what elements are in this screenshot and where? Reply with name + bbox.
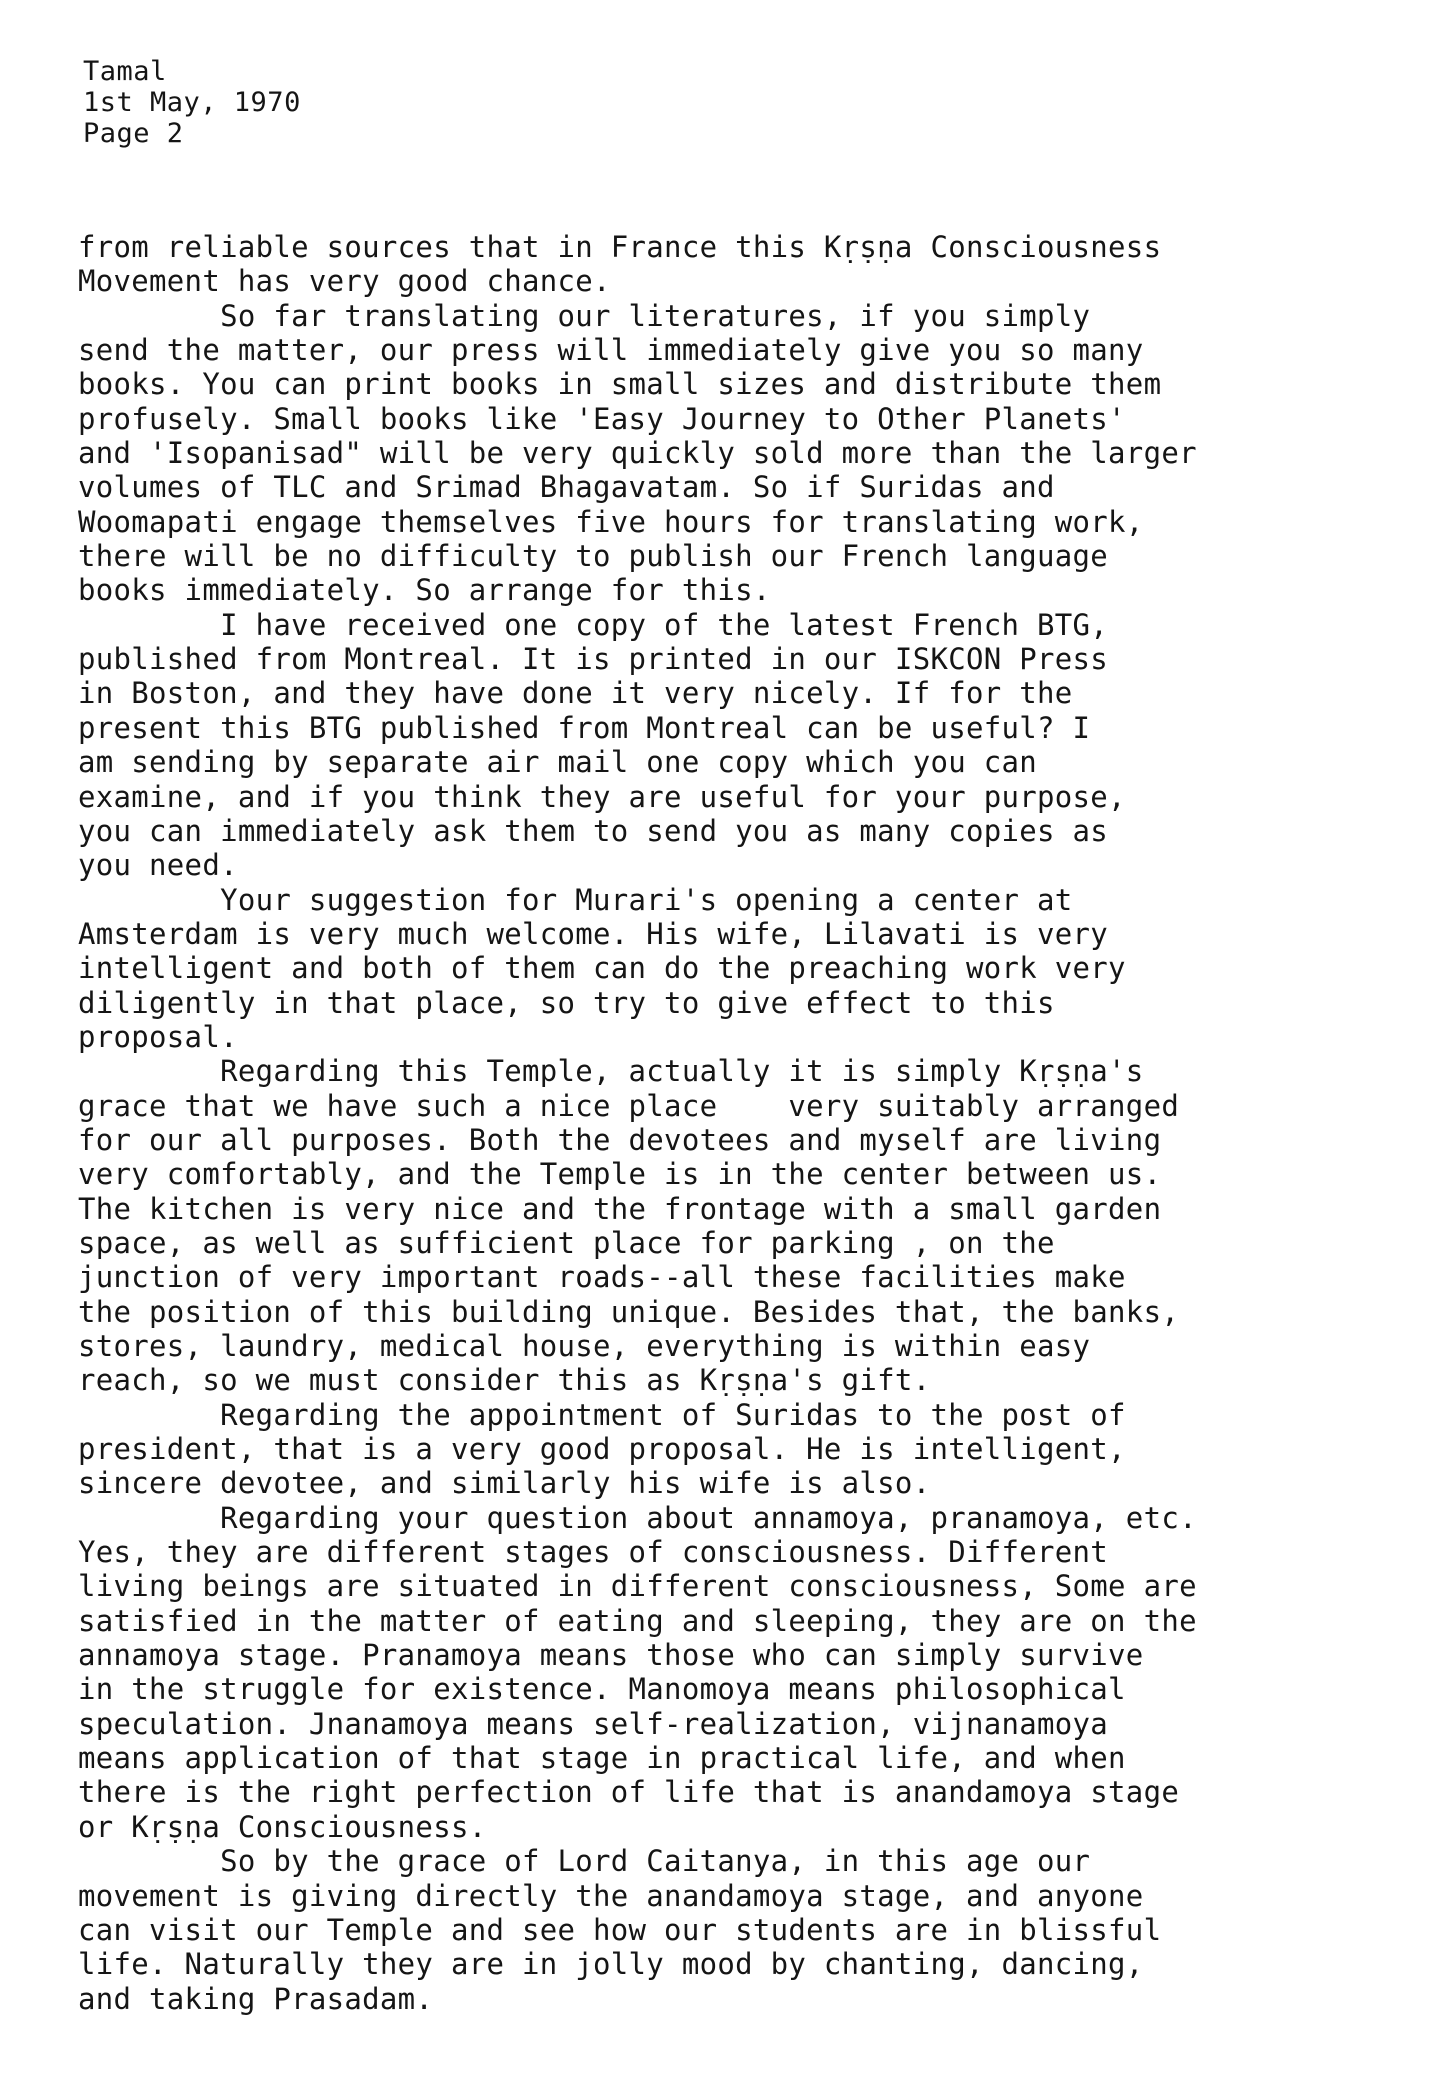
- body-line: space, as well as sufficient place for parking , on the: [78, 1225, 1055, 1260]
- body-line: sincere devotee, and similarly his wife is also.: [78, 1466, 931, 1501]
- body-line: proposal.: [78, 1019, 238, 1054]
- body-line: published from Montreal. It is printed in our ISKCON Press: [78, 642, 1109, 677]
- body-line: there will be no difficulty to publish our French language: [78, 539, 1109, 574]
- body-line: in Boston, and they have done it very nicely. If for the: [78, 676, 1073, 711]
- body-line: life. Naturally they are in jolly mood by chanting, dancing,: [78, 1947, 1144, 1982]
- body-line: can visit our Temple and see how our students are in blissful: [78, 1912, 1162, 1947]
- body-line: books. You can print books in small sizes and distribute them: [78, 367, 1162, 402]
- body-line: very comfortably, and the Temple is in the center between us.: [78, 1157, 1162, 1192]
- body-line: junction of very important roads--all these facilities make: [78, 1260, 1126, 1295]
- body-line: and taking Prasadam.: [78, 1981, 434, 2016]
- body-line: volumes of TLC and Srimad Bhagavatam. So if Suridas and: [78, 470, 1055, 505]
- body-line: send the matter, our press will immediately give you so many: [78, 333, 1144, 368]
- body-line: satisfied in the matter of eating and sleeping, they are on the: [78, 1603, 1197, 1638]
- body-line: the position of this building unique. Besides that, the banks,: [78, 1294, 1180, 1329]
- body-line: movement is giving directly the anandamoya stage, and anyone: [78, 1878, 1144, 1913]
- body-line: diligently in that place, so try to give effect to this: [78, 985, 1055, 1020]
- body-line: Regarding your question about annamoya, pranamoya, etc.: [78, 1500, 1197, 1535]
- body-line: Regarding this Temple, actually it is simply Kṛṣṇa's: [78, 1054, 1144, 1089]
- body-line: Regarding the appointment of Suridas to the post of: [78, 1397, 1126, 1432]
- body-line: there is the right perfection of life that is anandamoya stage: [78, 1775, 1180, 1810]
- body-line: So by the grace of Lord Caitanya, in this age our: [78, 1844, 1091, 1879]
- body-line: annamoya stage. Pranamoya means those who can simply survive: [78, 1638, 1144, 1673]
- letter-body: [78, 230, 1408, 2016]
- body-line: examine, and if you think they are useful for your purpose,: [78, 779, 1126, 814]
- body-line: So far translating our literatures, if you simply: [78, 298, 1091, 333]
- body-line: The kitchen is very nice and the frontage with a small garden: [78, 1191, 1162, 1226]
- body-line: intelligent and both of them can do the preaching work very: [78, 951, 1126, 986]
- body-line: reach, so we must consider this as Kṛṣṇa's gift.: [78, 1363, 931, 1398]
- body-line: or Kṛṣṇa Consciousness.: [78, 1809, 487, 1844]
- body-line: profusely. Small books like 'Easy Journey to Other Planets': [78, 401, 1126, 436]
- body-line: present this BTG published from Montreal can be useful? I: [78, 710, 1091, 745]
- body-line: and 'Isopanisad" will be very quickly sold more than the larger: [78, 436, 1197, 471]
- body-line: books immediately. So arrange for this.: [78, 573, 771, 608]
- body-line: from reliable sources that in France this Kṛṣṇa Consciousness: [78, 230, 1162, 264]
- page-number: Page 2: [83, 118, 184, 149]
- body-line: Your suggestion for Murari's opening a center at: [78, 882, 1073, 917]
- body-line: you can immediately ask them to send you as many copies as: [78, 813, 1109, 848]
- body-line: I have received one copy of the latest French BTG,: [78, 607, 1109, 642]
- body-line: living beings are situated in different consciousness, Some are: [78, 1569, 1197, 1604]
- body-line: for our all purposes. Both the devotees and myself are living: [78, 1122, 1162, 1157]
- body-line: you need.: [78, 848, 238, 883]
- letter-date: 1st May, 1970: [83, 87, 301, 118]
- body-line: Movement has very good chance.: [78, 264, 611, 299]
- body-line: Woomapati engage themselves five hours for translating work,: [78, 504, 1144, 539]
- body-line: Yes, they are different stages of consciousness. Different: [78, 1535, 1109, 1570]
- body-line: in the struggle for existence. Manomoya means philosophical: [78, 1672, 1126, 1707]
- body-line: am sending by separate air mail one copy which you can: [78, 745, 1038, 780]
- letter-header: [83, 56, 301, 149]
- body-line: stores, laundry, medical house, everything is within easy: [78, 1329, 1091, 1363]
- body-line: means application of that stage in practical life, and when: [78, 1741, 1126, 1776]
- addressee: Tamal: [83, 56, 167, 87]
- body-line: grace that we have such a nice place very suitably arranged: [78, 1088, 1180, 1123]
- body-line: Amsterdam is very much welcome. His wife, Lilavati is very: [78, 916, 1109, 951]
- body-line: speculation. Jnanamoya means self-realization, vijnanamoya: [78, 1706, 1109, 1741]
- body-line: president, that is a very good proposal. He is intelligent,: [78, 1432, 1126, 1467]
